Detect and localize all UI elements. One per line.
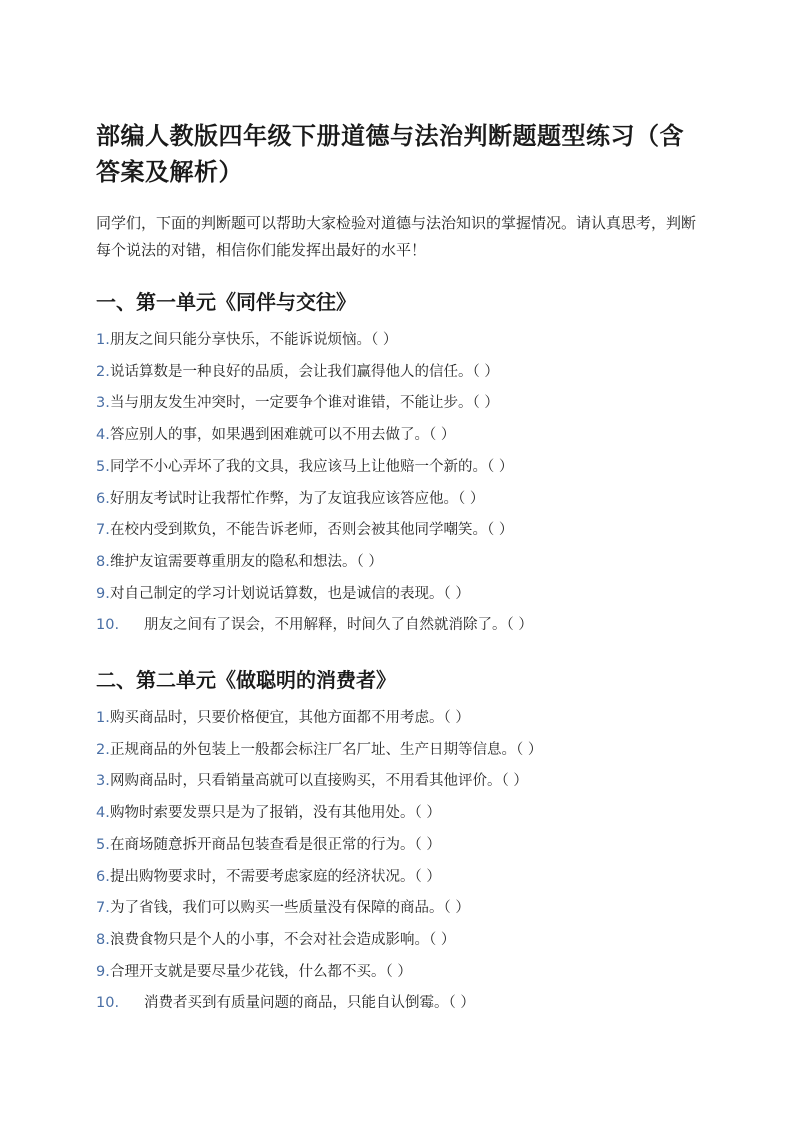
question-number: 2.: [96, 741, 110, 758]
question-number: 9.: [96, 585, 110, 602]
section-heading: 一、第一单元《同伴与交往》: [96, 290, 356, 314]
question-item: [96, 766, 706, 798]
question-number: 7.: [96, 522, 110, 539]
question-text: 网购商品时，只看销量高就可以直接购买，不用看其他评价。（ ）: [110, 773, 528, 790]
question-text: 正规商品的外包装上一般都会标注厂名厂址、生产日期等信息。（ ）: [110, 741, 543, 758]
question-number: 5.: [96, 836, 110, 853]
question-item: [96, 830, 706, 862]
question-number: 4.: [96, 427, 110, 444]
section-heading: 二、第二单元《做聪明的消费者》: [96, 668, 396, 693]
question-text: 合理开支就是要尽量少花钱，什么都不买。（ ）: [110, 963, 412, 980]
question-number: 8.: [96, 553, 110, 570]
document-page: [96, 118, 706, 1020]
question-number: 2.: [96, 363, 110, 380]
question-number: 3.: [96, 773, 110, 790]
question-item: [96, 703, 706, 735]
question-text: 在商场随意拆开商品包装查看是很正常的行为。（ ）: [110, 836, 441, 853]
question-number: 4.: [96, 805, 110, 822]
question-item: [96, 579, 706, 611]
question-number: 1.: [96, 710, 110, 727]
question-list: [96, 325, 706, 642]
question-number: 6.: [96, 868, 110, 885]
question-text: 朋友之间有了误会，不用解释，时间久了自然就消除了。（ ）: [144, 617, 533, 634]
question-number: 10.: [96, 617, 120, 634]
section-unit-1: [96, 288, 706, 642]
question-text: 朋友之间只能分享快乐，不能诉说烦恼。（ ）: [110, 332, 398, 348]
question-text: 同学不小心弄坏了我的文具，我应该马上让他赔一个新的。（ ）: [110, 458, 514, 475]
question-text: 说话算数是一种良好的品质，会让我们赢得他人的信任。（ ）: [110, 363, 499, 380]
question-text: 当与朋友发生冲突时，一定要争个谁对谁错，不能让步。（ ）: [110, 395, 499, 412]
question-text: 为了省钱，我们可以购买一些质量没有保障的商品。（ ）: [110, 900, 470, 917]
question-text: 好朋友考试时让我帮忙作弊，为了友谊我应该答应他。（ ）: [110, 490, 485, 507]
question-number: 1.: [96, 332, 110, 348]
question-text: 提出购物要求时，不需要考虑家庭的经济状况。（ ）: [110, 868, 441, 885]
question-text: 对自己制定的学习计划说话算数，也是诚信的表现。（ ）: [110, 585, 470, 602]
question-number: 5.: [96, 458, 110, 475]
question-list: [96, 703, 706, 1020]
question-item: [96, 610, 706, 642]
document-title: 部编人教版四年级下册道德与法治判断题题型练习（含答案及解析）: [96, 122, 684, 186]
question-text: 购物时索要发票只是为了报销，没有其他用处。（ ）: [110, 805, 441, 822]
question-text: 在校内受到欺负，不能告诉老师，否则会被其他同学嘲笑。（ ）: [110, 522, 514, 539]
question-number: 3.: [96, 395, 110, 412]
question-item: [96, 735, 706, 767]
question-item: [96, 452, 706, 484]
question-item: [96, 925, 706, 957]
question-item: [96, 420, 706, 452]
question-text: 答应别人的事，如果遇到困难就可以不用去做了。（ ）: [110, 427, 456, 444]
question-text: 消费者买到有质量问题的商品，只能自认倒霉。（ ）: [144, 995, 475, 1012]
question-number: 6.: [96, 490, 110, 507]
question-text: 浪费食物只是个人的小事，不会对社会造成影响。（ ）: [110, 931, 456, 948]
question-text: 维护友谊需要尊重朋友的隐私和想法。（ ）: [110, 553, 383, 570]
question-number: 8.: [96, 931, 110, 948]
question-item: [96, 357, 706, 389]
intro-paragraph: 同学们，下面的判断题可以帮助大家检验对道德与法治知识的掌握情况。请认真思考，判断每个说法的对错，相信你们能发挥出最好的水平！: [96, 214, 697, 259]
question-item: [96, 325, 706, 357]
question-number: 7.: [96, 900, 110, 917]
section-unit-2: [96, 666, 706, 1020]
question-item: [96, 957, 706, 989]
question-item: [96, 893, 706, 925]
question-number: 10.: [96, 995, 120, 1012]
question-item: [96, 862, 706, 894]
question-item: [96, 388, 706, 420]
question-text: 购买商品时，只要价格便宜，其他方面都不用考虑。（ ）: [110, 710, 470, 727]
question-number: 9.: [96, 963, 110, 980]
question-item: [96, 988, 706, 1020]
question-item: [96, 798, 706, 830]
question-item: [96, 547, 706, 579]
question-item: [96, 484, 706, 516]
question-item: [96, 515, 706, 547]
